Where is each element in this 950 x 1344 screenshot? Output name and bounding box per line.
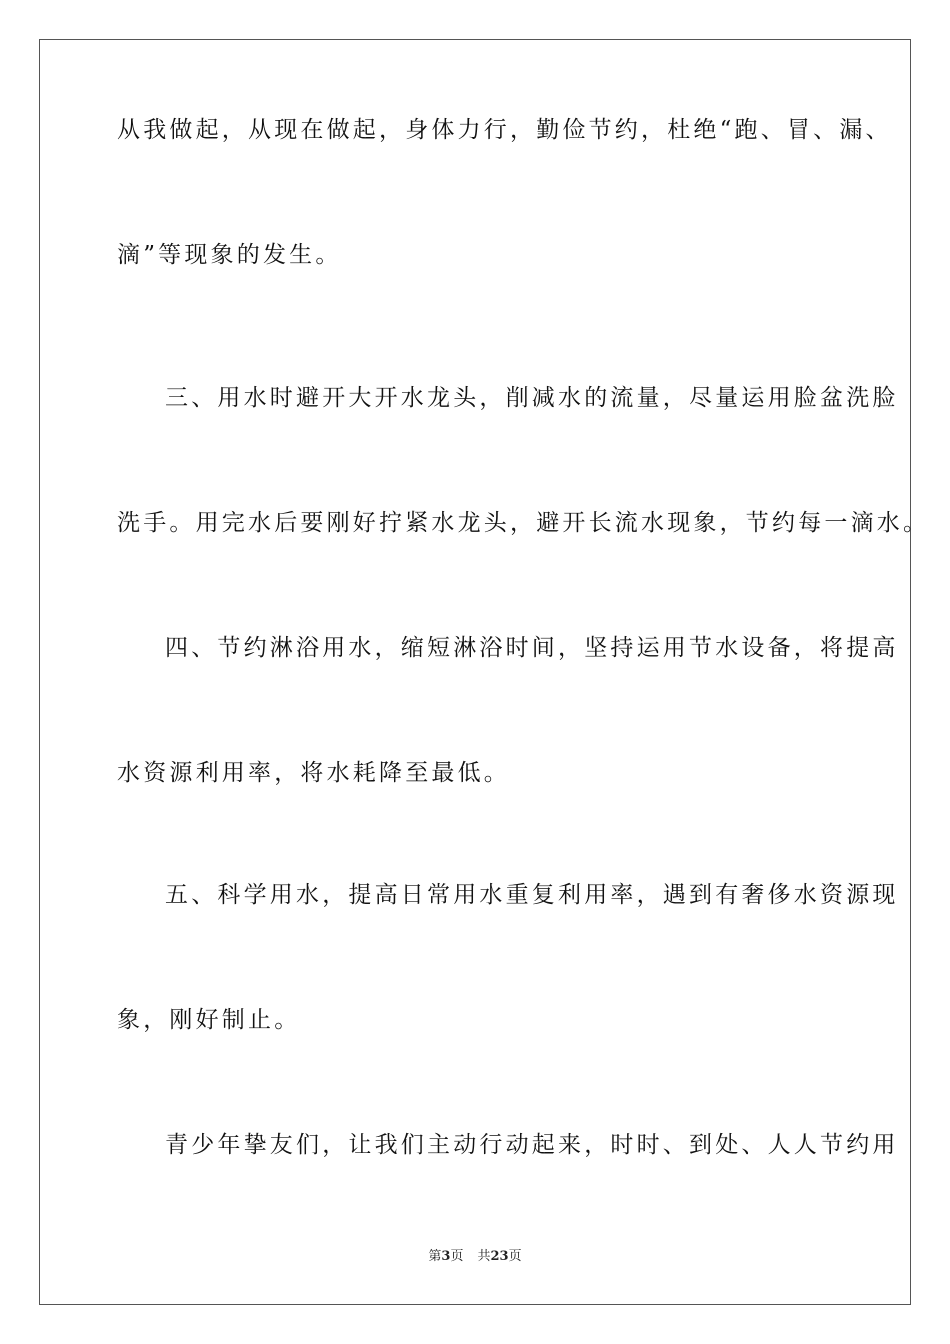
total-pages: 23 (490, 1249, 509, 1264)
total-suffix: 页 (508, 1249, 522, 1264)
page-footer (0, 1248, 950, 1266)
body-line: 洗手。用完水后要刚好拧紧水龙头，避开长流水现象，节约每一滴水。 (117, 510, 930, 536)
total-prefix: 共 (477, 1249, 491, 1264)
paragraph-three-start: 三、用水时避开大开水龙头，削减水的流量，尽量运用脸盆洗脸 (165, 385, 899, 411)
paragraph-five-start: 五、科学用水，提高日常用水重复利用率，遇到有奢侈水资源现 (165, 882, 899, 908)
closing-paragraph-start: 青少年挚友们，让我们主动行动起来，时时、到处、人人节约用 (165, 1132, 899, 1158)
page-suffix: 页 (450, 1249, 464, 1264)
page-number: 3 (441, 1249, 451, 1264)
page-frame (39, 39, 911, 1305)
page-prefix: 第 (428, 1249, 442, 1264)
paragraph-four-start: 四、节约淋浴用水，缩短淋浴时间，坚持运用节水设备，将提高 (165, 635, 899, 661)
body-line: 水资源利用率，将水耗降至最低。 (117, 760, 510, 786)
body-line: 象，刚好制止。 (117, 1007, 301, 1033)
body-line: 滴”等现象的发生。 (117, 242, 342, 268)
body-line: 从我做起，从现在做起，身体力行，勤俭节约，杜绝“跑、冒、漏、 (117, 117, 892, 143)
